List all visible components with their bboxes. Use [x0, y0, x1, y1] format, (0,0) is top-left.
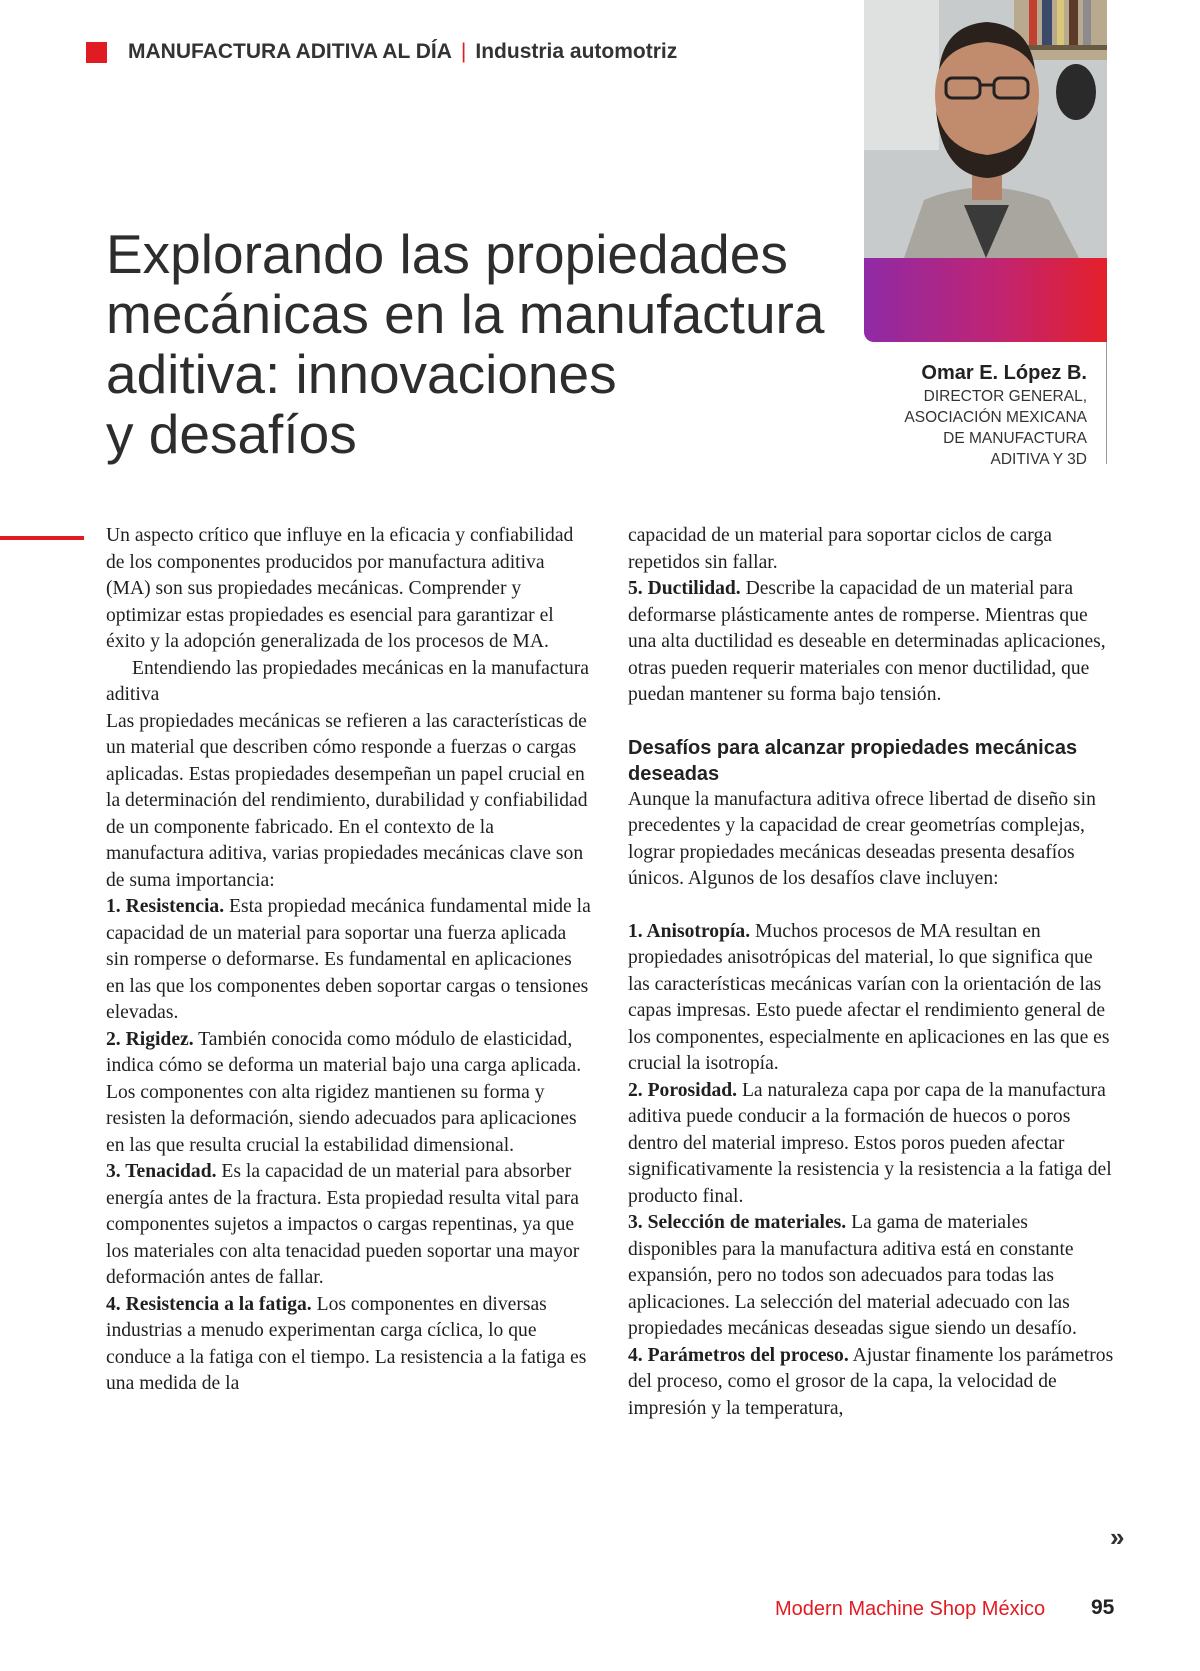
- continued-paragraph: capacidad de un material para soportar ciclos de carga repetidos sin fallar.: [628, 525, 1052, 573]
- section-marker: [86, 42, 107, 63]
- body-column-left: [106, 523, 591, 1398]
- item-label: 3. Selección de materiales.: [628, 1212, 847, 1233]
- list-item: [106, 1292, 591, 1398]
- challenges-intro: Aunque la manufactura aditiva ofrece libertad de diseño sin precedentes y la capacidad de crear geometrías complejas, lograr propiedades mecánicas deseadas presenta desafíos únicos. Algunos de los desafíos clave incluyen:: [628, 788, 1096, 889]
- item-label: 4. Resistencia a la fatiga.: [106, 1293, 312, 1315]
- item-label: 2. Porosidad.: [628, 1079, 738, 1101]
- list-item: [106, 894, 591, 1027]
- item-text: Describe la capacidad de un material para deformarse plásticamente antes de romperse. Mientras que una alta ductilidad es deseable en determinadas aplicaciones, otras pueden requerir materiales con menor ductilidad, que puedan mantener su forma bajo tensión.: [628, 578, 1106, 705]
- item-label: 4. Parámetros del proceso.: [628, 1344, 849, 1366]
- item-label: 1. Resistencia.: [106, 896, 225, 917]
- item-text: Ajustar finamente los parámetros del proceso, como el grosor de la capa, la velocidad de impresión y la temperatura,: [628, 1344, 1114, 1419]
- author-role-line: ADITIVA Y 3D: [990, 451, 1087, 468]
- title-line: y desafíos: [106, 403, 357, 465]
- section-header: [128, 40, 677, 64]
- title-line: Explorando las propiedades: [106, 223, 788, 285]
- continue-arrow-icon: »: [1110, 1522, 1122, 1552]
- section-subheading: Entendiendo las propiedades mecánicas en la manufactura aditiva: [106, 657, 589, 705]
- list-item: [106, 1027, 591, 1160]
- list-item: [628, 919, 1118, 1078]
- list-item: [628, 1210, 1118, 1343]
- item-label: 1. Anisotropía.: [628, 920, 751, 942]
- list-item: [628, 1078, 1118, 1211]
- accent-gradient-bar: [864, 258, 1107, 342]
- title-line: mecánicas en la manufactura: [106, 283, 825, 345]
- body-paragraph: Las propiedades mecánicas se refieren a las características de un material que describen cómo responde a fuerzas o cargas aplicadas. Estas propiedades desempeñan un papel crucial en la determinación del rendimiento, durabilidad y confiabilidad de un componente fabricado. En el contexto de la manufactura aditiva, varias propiedades mecánicas clave son de suma importancia:: [106, 710, 588, 891]
- section-title: MANUFACTURA ADITIVA AL DÍA: [128, 40, 452, 63]
- author-role-line: DE MANUFACTURA: [943, 430, 1087, 447]
- item-text: Es la capacidad de un material para absorber energía antes de la fractura. Esta propiedad resulta vital para componentes sujetos a impactos o cargas repentinas, ya que los materiales con alta tenacidad pueden soportar una mayor deformación antes de fallar.: [106, 1161, 580, 1288]
- item-text: Muchos procesos de MA resultan en propiedades anisotrópicas del material, lo que significa que las características mecánicas varían con la orientación de las capas impresas. Esto puede afectar el rendimiento general de los componentes, especialmente en aplicaciones en las que es crucial la isotropía.: [628, 920, 1110, 1074]
- page-number: 95: [1091, 1596, 1115, 1619]
- author-box: [904, 360, 1087, 470]
- red-accent-line: [0, 536, 84, 540]
- section-subtitle: Industria automotriz: [475, 40, 678, 63]
- header-separator: |: [460, 40, 467, 63]
- intro-paragraph: Un aspecto crítico que influye en la eficacia y confiabilidad de los componentes producidos por manufactura aditiva (MA) son sus propiedades mecánicas. Comprender y optimizar estas propiedades es esencial para garantizar el éxito y la adopción generalizada de los procesos de MA.: [106, 525, 574, 652]
- item-label: 3. Tenacidad.: [106, 1161, 217, 1182]
- item-label: 2. Rigidez.: [106, 1028, 194, 1050]
- item-label: 5. Ductilidad.: [628, 578, 741, 599]
- body-column-right: [628, 523, 1118, 1422]
- author-photo: [864, 0, 1107, 258]
- item-text: Los componentes en diversas industrias a menudo experimentan carga cíclica, lo que conduce a la fatiga con el tiempo. La resistencia a la fatiga es una medida de la: [106, 1293, 587, 1394]
- author-role-line: ASOCIACIÓN MEXICANA: [904, 409, 1087, 426]
- list-item: [628, 1343, 1118, 1423]
- author-divider: [1106, 342, 1107, 464]
- author-role-line: DIRECTOR GENERAL,: [923, 388, 1087, 405]
- article-title: [106, 224, 826, 464]
- title-line: aditiva: innovaciones: [106, 343, 617, 405]
- list-item: [106, 1159, 591, 1292]
- item-text: La gama de materiales disponibles para la manufactura aditiva está en constante expansión, pero no todos son adecuados para todas las aplicaciones. La selección del material adecuado con las propiedades mecánicas deseadas sigue siendo un desafío.: [628, 1212, 1077, 1339]
- item-text: También conocida como módulo de elasticidad, indica cómo se deforma un material bajo una carga aplicada. Los componentes con alta rigidez mantienen su forma y resisten la deformación, siendo adecuados para aplicaciones en las que resulta crucial la estabilidad dimensional.: [106, 1028, 582, 1156]
- author-name: Omar E. López B.: [921, 362, 1087, 384]
- item-text: Esta propiedad mecánica fundamental mide la capacidad de un material para soportar una fuerza aplicada sin romperse o deformarse. Es fundamental en aplicaciones en las que los componentes deben soportar cargas o tensiones elevadas.: [106, 896, 591, 1023]
- item-text: La naturaleza capa por capa de la manufactura aditiva puede conducir a la formación de huecos o poros dentro del material impreso. Estos poros pueden afectar significativamente la resistencia y la resistencia a la fatiga del producto final.: [628, 1079, 1112, 1207]
- list-item: [628, 576, 1118, 709]
- author-role: [904, 386, 1087, 470]
- footer-publication: Modern Machine Shop México: [775, 1598, 1046, 1620]
- challenges-heading: Desafíos para alcanzar propiedades mecánicas deseadas: [628, 736, 1078, 785]
